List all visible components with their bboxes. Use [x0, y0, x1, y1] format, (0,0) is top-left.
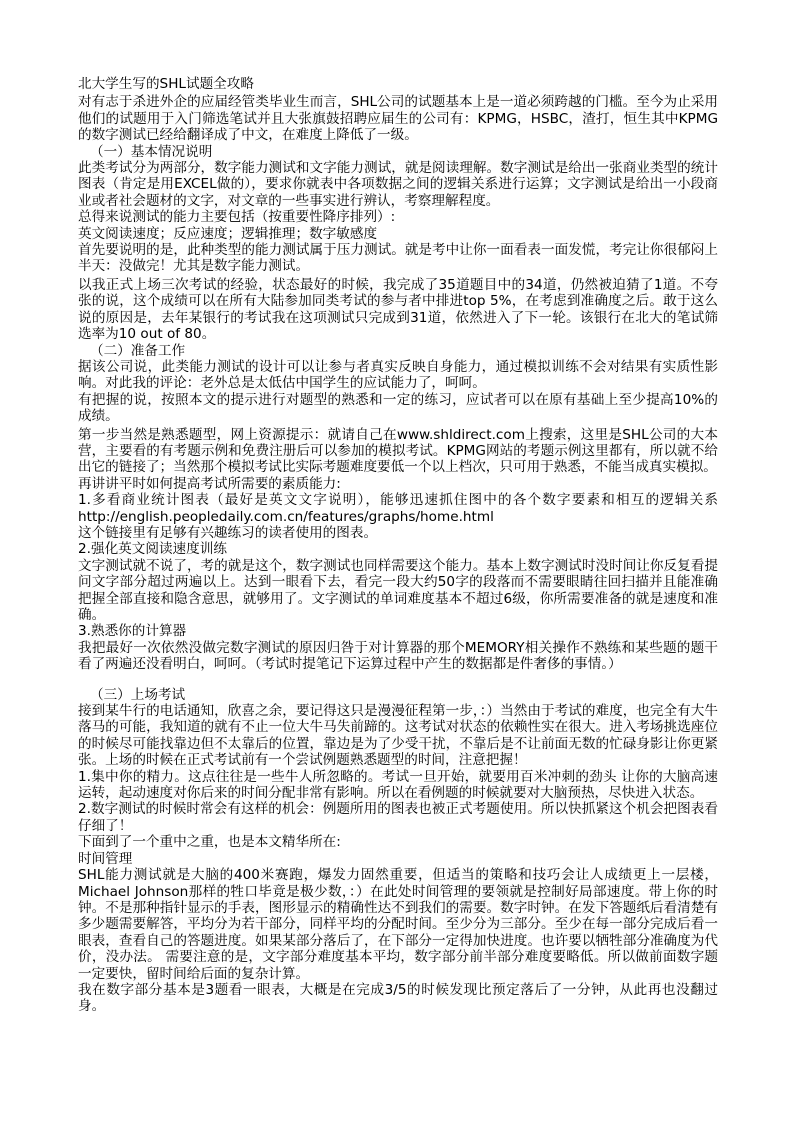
list-item: 3.熟悉你的计算器: [78, 623, 187, 640]
subheading: 时间管理: [78, 850, 133, 867]
list-item: 2.数字测试的时候时常会有这样的机会：例题所用的图表也被正式考题使用。所以快抓紧这个机会把图表看仔细了！: [78, 801, 718, 834]
list-item: 2.强化英文阅读速度训练: [78, 541, 227, 558]
paragraph: 第一步当然是熟悉题型，网上资源提示：就请自己在www.shldirect.com上搜索，这里是SHL公司的大本营，主要看的有考题示例和免费注册后可以参加的模拟考试。KPMG网站的考题示例这里都有，所以就不给出它的链接了；当然那个模拟考试比实际考题难度要低一个以上档次，只可用于熟悉，不能当成真实模拟。: [78, 426, 718, 476]
paragraph: 首先要说明的是，此种类型的能力测试属于压力测试。就是考中让你一面看表一面发慌，考完让你很郁闷上半天：没做完！尤其是数字能力测试。: [78, 242, 718, 275]
paragraph: 文字测试就不说了，考的就是这个，数字测试也同样需要这个能力。基本上数字测试时没时间让你反复看提问文字部分超过两遍以上。达到一眼看下去，看完一段大约50字的段落而不需要眼睛往回扫描并且能准确把握全部直接和隐含意思，就够用了。文字测试的单词难度基本不超过6级，你所需要准备的就是速度和准确。: [78, 557, 718, 623]
paragraph: 据该公司说，此类能力测试的设计可以让参与者真实反映自身能力，通过模拟训练不会对结果有实质性影响。对此我的评论：老外总是太低估中国学生的应试能力了，呵呵。: [78, 358, 718, 392]
paragraph: 再讲讲平时如何提高考试所需要的素质能力:: [78, 475, 341, 492]
paragraph: 以我正式上场三次考试的经验，状态最好的时候，我完成了35道题目中的34道，仍然被迫猜了1道。不夸张的说，这个成绩可以在所有大陆参加同类考试的参与者中排进top 5%，在考虑到准确度之后。敢于这么说的原因是，去年某银行的考试我在这项测试只完成到31道，依然进入了下一轮。该银行在北大的笔试筛选率为10 out of 80。: [78, 276, 718, 343]
section-1-heading: （一）基本情况说明: [90, 143, 213, 160]
paragraph: 这个链接里有足够有兴趣练习的读者使用的图表。: [78, 524, 378, 541]
paragraph: 我在数字部分基本是3题看一眼表，大概是在完成3/5的时候发现比预定落后了一分钟，从此再也没翻过身。: [78, 981, 718, 1015]
section-2-heading: （二）准备工作: [90, 342, 186, 359]
paragraph: 此类考试分为两部分，数字能力测试和文字能力测试，就是阅读理解。数字测试是给出一张商业类型的统计图表（肯定是用EXCEL做的），要求你就表中各项数据之间的逻辑关系进行运算；文字测试是给出一小段商业或者社会题材的文字，对文章的一些事实进行辨认，考察理解程度。: [78, 160, 718, 209]
list-item: 1.多看商业统计图表（最好是英文文字说明），能够迅速抓住图中的各个数字要素和相互的逻辑关系http://english.peopledaily.com.cn/features/graphs/home.html: [78, 492, 718, 525]
paragraph: 我把最好一次依然没做完数字测试的原因归咎于对计算器的那个MEMORY相关操作不熟练和某些题的题干看了两遍还没看明白，呵呵。（考试时提笔记下运算过程中产生的数据都是件奢侈的事情。）: [78, 639, 718, 673]
paragraph: 下面到了一个重中之重，也是本文精华所在:: [78, 834, 341, 851]
document-title: 北大学生写的SHL试题全攻略: [78, 76, 254, 92]
paragraph: 接到某牛行的电话通知，欣喜之余，要记得这只是漫漫征程第一步，：）当然由于考试的难度，也完全有大牛落马的可能，我知道的就有不止一位大牛马失前蹄的。这考试对状态的依赖性实在很大。进入考场挑选座位的时候尽可能找靠边但不太靠后的位置，靠边是为了少受干扰，不靠后是不让前面无数的忙碌身影让你更紧张。上场的时候在正式考试前有一个尝试例题熟悉题型的时间，注意把握！: [78, 703, 718, 769]
section-3-heading: （三）上场考试: [90, 686, 186, 703]
list-item: 1.集中你的精力。这点往往是一些牛人所忽略的。考试一旦开始，就要用百米冲刺的劲头 让你的大脑高速运转，起动速度对你后来的时间分配非常有影响。所以在看例题的时候就要对大脑预热，尽快进入状态。: [78, 768, 718, 802]
paragraph: 总得来说测试的能力主要包括（按重要性降序排列）:: [78, 209, 396, 226]
paragraph: SHL能力测试就是大脑的400米赛跑，爆发力固然重要，但适当的策略和技巧会让人成绩更上一层楼，Michael Johnson那样的牲口毕竟是极少数，：）在此处时间管理的要领就是控制好局部速度。带上你的时钟。不是那种指针显示的手表，图形显示的精确性达不到我们的需要。数字时钟。在发下答题纸后看清楚有多少题需要解答，平均分为若干部分，同样平均的分配时间。至少分为三部分。至少在每一部分完成后看一眼表，查看自己的答题进度。如果某部分落后了，在下部分一定得加快进度。也许要以牺牲部分准确度为代价，没办法。 需要注意的是，文字部分难度基本平均，数字部分前半部分难度要略低。所以做前面数字题一定要快，留时间给后面的复杂计算。: [78, 867, 718, 982]
paragraph: 有把握的说，按照本文的提示进行对题型的熟悉和一定的练习，应试者可以在原有基础上至少提高10%的成绩。: [78, 391, 718, 425]
intro-paragraph: 对有志于杀进外企的应届经管类毕业生而言，SHL公司的试题基本上是一道必须跨越的门槛。至今为止采用他们的试题用于入门筛选笔试并且大张旗鼓招聘应届生的公司有：KPMG，HSBC，渣打，恒生其中KPMG的数字测试已经给翻译成了中文，在难度上降低了一级。: [78, 94, 718, 144]
document-page: [78, 76, 718, 1015]
paragraph: 英文阅读速度；反应速度；逻辑推理；数字敏感度: [78, 225, 378, 242]
